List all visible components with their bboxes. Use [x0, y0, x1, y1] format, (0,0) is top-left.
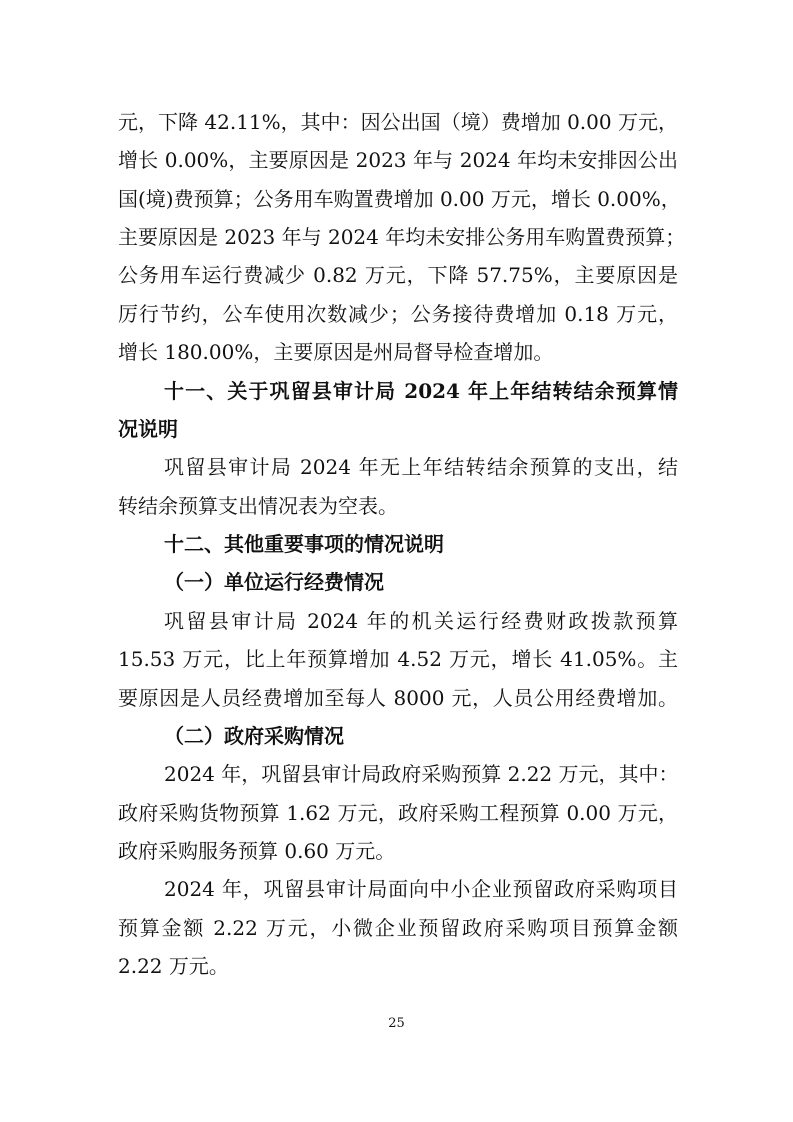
section-heading-continued: 况说明: [118, 417, 178, 441]
subsection-heading: （二）政府采购情况: [164, 724, 344, 748]
body-line: 政府采购服务预算 0.60 万元。: [118, 839, 396, 863]
body-line: 预算金额 2.22 万元，小微企业预留政府采购项目预算金额: [118, 916, 678, 940]
body-line: 公务用车运行费减少 0.82 万元，下降 57.75%，主要原因是: [118, 263, 678, 287]
body-line: 巩留县审计局 2024 年的机关运行经费财政拨款预算: [164, 609, 678, 633]
body-line: 要原因是人员经费增加至每人 8000 元，人员公用经费增加。: [118, 686, 678, 710]
body-line: 主要原因是 2023 年与 2024 年均未安排公务用车购置费预算；: [118, 225, 686, 249]
body-line: 15.53 万元，比上年预算增加 4.52 万元，增长 41.05%。主: [118, 647, 678, 671]
body-line: 厉行节约，公车使用次数减少；公务接待费增加 0.18 万元，: [118, 302, 678, 326]
body-line: 增长 180.00%，主要原因是州局督导检查增加。: [118, 340, 554, 364]
body-line: 2024 年，巩留县审计局政府采购预算 2.22 万元，其中：: [164, 762, 679, 786]
section-heading: 十一、关于巩留县审计局 2024 年上年结转结余预算情: [164, 379, 678, 403]
subsection-heading: （一）单位运行经费情况: [164, 570, 384, 594]
body-line: 政府采购货物预算 1.62 万元，政府采购工程预算 0.00 万元，: [118, 801, 678, 825]
page-number: 25: [388, 1016, 405, 1031]
section-heading: 十二、其他重要事项的情况说明: [164, 532, 444, 556]
body-line: 转结余预算支出情况表为空表。: [118, 494, 398, 518]
body-line: 增长 0.00%，主要原因是 2023 年与 2024 年均未安排因公出: [118, 148, 678, 172]
body-line: 国(境)费预算；公务用车购置费增加 0.00 万元，增长 0.00%，: [118, 187, 681, 211]
body-line: 2024 年，巩留县审计局面向中小企业预留政府采购项目: [164, 877, 678, 901]
body-line: 元，下降 42.11%，其中：因公出国（境）费增加 0.00 万元，: [118, 110, 678, 134]
body-line: 巩留县审计局 2024 年无上年结转结余预算的支出，结: [164, 455, 678, 479]
body-line: 2.22 万元。: [118, 954, 229, 978]
